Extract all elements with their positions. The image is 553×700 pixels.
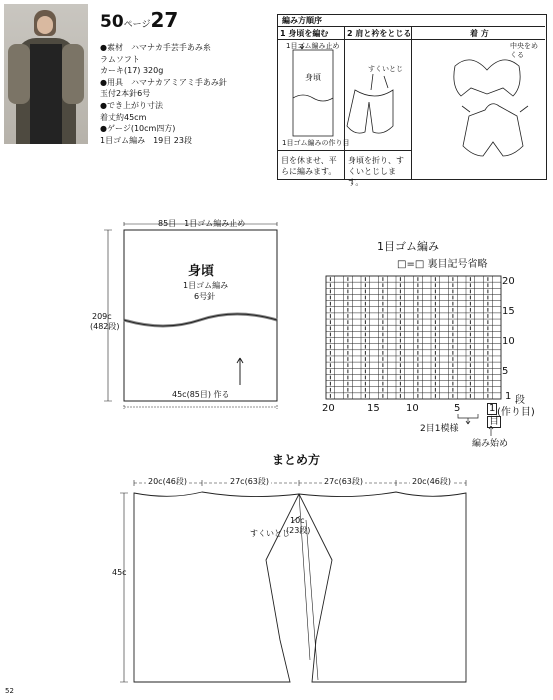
pattern-number: 27	[150, 8, 179, 32]
chart-cast-on-label: (作り目)	[497, 407, 535, 418]
body-height-rows: (482段)	[90, 322, 120, 331]
step-2-caption: 身頃を折り、すくいとじします。	[348, 156, 404, 187]
step-3-title: 着 方	[470, 29, 489, 38]
body-top-label: 85目 1目ゴム編み止め	[158, 219, 246, 228]
procedure-title: 編み方順序	[282, 16, 322, 25]
materials-line: ●素材 ハマナカ手芸手あみ糸	[100, 43, 211, 52]
chart-start-label: 編み始め	[472, 439, 509, 449]
chart-col-tick: 15	[367, 403, 380, 414]
chart-row-tick: 5	[502, 366, 509, 377]
chart-col-tick: 20	[322, 403, 335, 414]
materials-line: 玉付2本針6号	[100, 89, 151, 99]
chart-title: 1目ゴム編み	[377, 240, 439, 253]
page-ref-label: ページ	[123, 20, 151, 30]
chart-col-tick: 5	[454, 403, 461, 414]
materials-line: 1目ゴム編み 19目 23段	[100, 135, 192, 145]
chart-repeat-label: 2目1模様	[420, 424, 459, 434]
chart-row-tick: 15	[502, 306, 515, 317]
chart-row-label: 段	[515, 395, 525, 406]
assembly-height: 45c	[112, 568, 127, 577]
page-number: 52	[5, 687, 14, 695]
assembly-segment: 20c(46段)	[412, 477, 451, 486]
materials-line: ●ゲージ(10cm四方)	[100, 124, 176, 134]
materials-line: ●でき上がり寸法	[100, 100, 163, 110]
step-1-title: 1 身頃を編む	[280, 29, 329, 38]
chart-row-tick: 10	[502, 336, 515, 347]
assembly-segment: 27c(63段)	[324, 477, 363, 486]
step-2-title: 2 肩と衿をとじる	[347, 29, 412, 38]
assembly-seam-length: 10c	[290, 516, 305, 525]
chart-legend: □=□ 裏目記号省略	[397, 259, 488, 270]
body-height-label: 209c	[92, 312, 112, 321]
assembly-segment: 20c(46段)	[148, 477, 187, 486]
chart-row-tick: 20	[502, 276, 515, 287]
step-1-top-note: 1目ゴム編み止め	[286, 42, 340, 50]
chart-col-tick: 1	[489, 403, 496, 414]
body-title: 身頃	[188, 264, 215, 279]
step-1-center-label: 身頃	[305, 73, 321, 82]
assembly-seam-rows: (23段)	[286, 526, 311, 535]
materials-line: ラムソフト	[100, 54, 140, 64]
materials-line: ●用具 ハマナカアミアミ手あみ針	[100, 77, 227, 87]
assembly-title: まとめ方	[272, 453, 321, 467]
chart-row-tick: 1	[505, 391, 512, 402]
chart-col-tick: 10	[406, 403, 419, 414]
step-1-caption: 目を休ませ、平らに編みます。	[281, 156, 337, 176]
step-2-label: すくいとじ	[368, 65, 403, 73]
assembly-seam-label: すくいとじ	[250, 529, 290, 538]
chart-cell-label: 目	[489, 416, 499, 427]
materials-line: 着丈約45cm	[100, 112, 147, 122]
page-ref-number: 50	[100, 12, 124, 32]
body-subtitle: 1目ゴム編み	[183, 281, 229, 290]
assembly-segment: 27c(63段)	[230, 477, 269, 486]
step-3-label: 中央をめくる	[510, 42, 538, 59]
step-1-bottom-note: 1目ゴム編みの作り目	[282, 139, 350, 147]
body-bottom-label: 45c(85目) 作る	[172, 390, 230, 399]
materials-line: カーキ(17) 320g	[100, 66, 164, 76]
body-needle: 6号針	[194, 292, 216, 301]
